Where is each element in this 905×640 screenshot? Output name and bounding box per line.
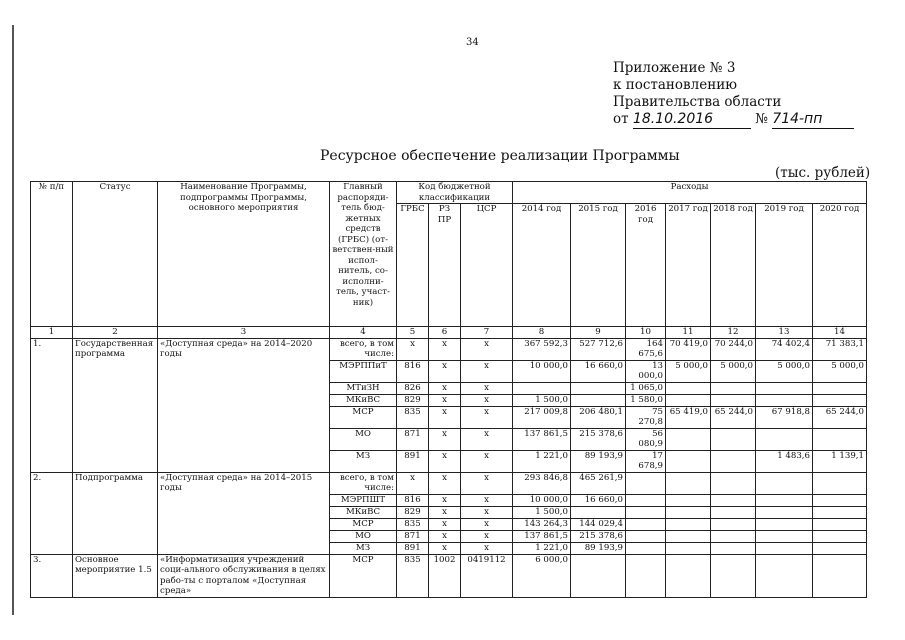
row-value	[666, 394, 711, 406]
row-csr: х	[461, 428, 513, 450]
row-value: 1 139,1	[813, 450, 867, 472]
row-manager: всего, в том числе:	[330, 472, 397, 494]
row-value	[813, 542, 867, 554]
row-value: 1 500,0	[513, 394, 571, 406]
row-value: 65 244,0	[813, 406, 867, 428]
row-value	[711, 394, 756, 406]
row-value: 1 483,6	[756, 450, 813, 472]
row-grbs: 871	[397, 428, 429, 450]
row-csr: х	[461, 472, 513, 494]
row-value	[666, 450, 711, 472]
row-manager: МЗ	[330, 542, 397, 554]
column-number: 7	[461, 327, 513, 339]
row-value	[666, 554, 711, 597]
row-status: Подпрограмма	[73, 472, 158, 554]
row-value	[666, 542, 711, 554]
row-grbs: 816	[397, 494, 429, 506]
row-rzpr: х	[429, 518, 461, 530]
row-rzpr: х	[429, 360, 461, 382]
row-rzpr: х	[429, 338, 461, 360]
row-value: 5 000,0	[813, 360, 867, 382]
appendix-resolution: к постановлению	[613, 77, 737, 93]
header-budget-code: Код бюджетной классификации	[397, 182, 513, 204]
header-year: 2014 год	[513, 204, 571, 327]
row-value: 5 000,0	[711, 360, 756, 382]
row-rzpr: х	[429, 494, 461, 506]
row-value: 527 712,6	[571, 338, 626, 360]
column-number: 5	[397, 327, 429, 339]
row-csr: х	[461, 338, 513, 360]
row-csr: х	[461, 494, 513, 506]
row-csr: 0419112	[461, 554, 513, 597]
row-value	[711, 518, 756, 530]
header-year: 2017 год	[666, 204, 711, 327]
row-csr: х	[461, 518, 513, 530]
row-value: 56 080,9	[626, 428, 666, 450]
units-label: (тыс. рублей)	[775, 165, 871, 181]
row-value	[756, 506, 813, 518]
row-rzpr: х	[429, 542, 461, 554]
row-value	[666, 494, 711, 506]
row-manager: МСР	[330, 406, 397, 428]
column-number: 6	[429, 327, 461, 339]
row-value	[756, 428, 813, 450]
row-value	[756, 554, 813, 597]
row-value	[571, 554, 626, 597]
appendix-government: Правительства области	[613, 94, 782, 110]
row-value	[711, 554, 756, 597]
row-grbs: 826	[397, 382, 429, 394]
row-number: 1.	[31, 338, 73, 472]
header-num: № п/п	[31, 182, 73, 327]
row-value	[711, 542, 756, 554]
header-status: Статус	[73, 182, 158, 327]
row-value	[756, 542, 813, 554]
row-value	[666, 506, 711, 518]
row-grbs: 871	[397, 530, 429, 542]
row-value	[626, 542, 666, 554]
column-number: 3	[158, 327, 330, 339]
number-prefix: №	[755, 111, 768, 127]
row-value	[666, 428, 711, 450]
header-year: 2016 год	[626, 204, 666, 327]
row-value: 1 221,0	[513, 450, 571, 472]
row-value: 217 009,8	[513, 406, 571, 428]
row-manager: МЗ	[330, 450, 397, 472]
row-value	[626, 506, 666, 518]
column-number: 8	[513, 327, 571, 339]
row-manager: МКиВС	[330, 506, 397, 518]
row-value: 6 000,0	[513, 554, 571, 597]
table-row	[31, 554, 867, 597]
row-rzpr: х	[429, 472, 461, 494]
row-name: «Доступная среда» на 2014–2020 годы	[158, 338, 330, 472]
row-value	[756, 494, 813, 506]
row-grbs: х	[397, 338, 429, 360]
column-number: 13	[756, 327, 813, 339]
row-value: 65 419,0	[666, 406, 711, 428]
row-value	[626, 554, 666, 597]
header-rzpr: РЗ ПР	[429, 204, 461, 327]
row-csr: х	[461, 506, 513, 518]
row-value: 89 193,9	[571, 450, 626, 472]
appendix-title: Приложение № 3	[613, 60, 736, 76]
row-value: 5 000,0	[666, 360, 711, 382]
row-manager: МКиВС	[330, 394, 397, 406]
row-value	[711, 382, 756, 394]
date-prefix: от	[613, 111, 629, 127]
row-rzpr: х	[429, 450, 461, 472]
row-value: 70 244,0	[711, 338, 756, 360]
row-value: 143 264,3	[513, 518, 571, 530]
row-grbs: 891	[397, 450, 429, 472]
row-name: «Информатизация учреждений соци-ального обслуживания в целях рабо-ты с порталом «Доступная среда»	[158, 554, 330, 597]
row-value: 5 000,0	[756, 360, 813, 382]
header-expenses: Расходы	[513, 182, 867, 204]
header-row	[31, 182, 867, 204]
column-number: 9	[571, 327, 626, 339]
row-value	[813, 506, 867, 518]
column-number-row	[31, 327, 867, 339]
row-value: 89 193,9	[571, 542, 626, 554]
row-value	[666, 382, 711, 394]
header-name: Наименование Программы, подпрограммы Программы, основного мероприятия	[158, 182, 330, 327]
row-rzpr: х	[429, 382, 461, 394]
row-rzpr: х	[429, 530, 461, 542]
row-value	[756, 518, 813, 530]
row-value: 10 000,0	[513, 360, 571, 382]
header-grbs: ГРБС	[397, 204, 429, 327]
row-value: 10 000,0	[513, 494, 571, 506]
row-value: 164 675,6	[626, 338, 666, 360]
row-name: «Доступная среда» на 2014–2015 годы	[158, 472, 330, 554]
column-number: 10	[626, 327, 666, 339]
row-value	[711, 494, 756, 506]
row-csr: х	[461, 394, 513, 406]
header-year: 2018 год	[711, 204, 756, 327]
row-value	[813, 530, 867, 542]
row-value	[626, 494, 666, 506]
row-value: 13 000,0	[626, 360, 666, 382]
resource-table	[30, 181, 867, 598]
row-value: 75 270,8	[626, 406, 666, 428]
row-manager: МО	[330, 428, 397, 450]
table-row	[31, 338, 867, 360]
row-value	[813, 394, 867, 406]
row-manager: МО	[330, 530, 397, 542]
row-csr: х	[461, 530, 513, 542]
row-grbs: 835	[397, 518, 429, 530]
row-value: 67 918,8	[756, 406, 813, 428]
row-manager: всего, в том числе:	[330, 338, 397, 360]
row-value: 1 500,0	[513, 506, 571, 518]
table-row	[31, 472, 867, 494]
row-value: 144 029,4	[571, 518, 626, 530]
row-value: 137 861,5	[513, 428, 571, 450]
row-value	[813, 554, 867, 597]
row-value	[571, 382, 626, 394]
column-number: 4	[330, 327, 397, 339]
table-body	[31, 182, 867, 598]
row-value: 65 244,0	[711, 406, 756, 428]
row-value	[756, 530, 813, 542]
row-value: 137 861,5	[513, 530, 571, 542]
row-value: 215 378,6	[571, 530, 626, 542]
appendix-date-line	[613, 111, 854, 129]
header-year: 2020 год	[813, 204, 867, 327]
row-grbs: 835	[397, 554, 429, 597]
row-value	[711, 450, 756, 472]
handwritten-number: 714-пп	[772, 111, 854, 129]
row-csr: х	[461, 406, 513, 428]
row-grbs: 891	[397, 542, 429, 554]
row-value	[711, 506, 756, 518]
row-status: Основное мероприятие 1.5	[73, 554, 158, 597]
row-value	[571, 506, 626, 518]
row-status: Государственная программа	[73, 338, 158, 472]
row-value	[626, 472, 666, 494]
row-value	[571, 394, 626, 406]
row-value: 206 480,1	[571, 406, 626, 428]
row-value	[626, 530, 666, 542]
page-number: 34	[466, 37, 479, 48]
row-value: 293 846,8	[513, 472, 571, 494]
column-number: 12	[711, 327, 756, 339]
column-number: 2	[73, 327, 158, 339]
row-value: 1 580,0	[626, 394, 666, 406]
row-number: 2.	[31, 472, 73, 554]
row-value: 17 678,9	[626, 450, 666, 472]
row-grbs: 829	[397, 394, 429, 406]
row-value	[813, 382, 867, 394]
row-rzpr: х	[429, 506, 461, 518]
row-manager: МТиЗН	[330, 382, 397, 394]
row-value: 1 065,0	[626, 382, 666, 394]
appendix-block	[613, 60, 854, 129]
row-value: 367 592,3	[513, 338, 571, 360]
row-value: 215 378,6	[571, 428, 626, 450]
row-value	[813, 428, 867, 450]
row-manager: МЭРППиТ	[330, 360, 397, 382]
row-value	[711, 530, 756, 542]
row-number: 3.	[31, 554, 73, 597]
header-csr: ЦСР	[461, 204, 513, 327]
row-grbs: 835	[397, 406, 429, 428]
column-number: 11	[666, 327, 711, 339]
row-value	[711, 472, 756, 494]
row-grbs: 829	[397, 506, 429, 518]
row-manager: МЭРПШТ	[330, 494, 397, 506]
row-value	[626, 518, 666, 530]
column-number: 1	[31, 327, 73, 339]
row-value: 74 402,4	[756, 338, 813, 360]
handwritten-date: 18.10.2016	[633, 111, 751, 129]
row-csr: х	[461, 542, 513, 554]
row-csr: х	[461, 360, 513, 382]
header-year: 2019 год	[756, 204, 813, 327]
row-value: 16 660,0	[571, 494, 626, 506]
row-rzpr: х	[429, 406, 461, 428]
row-value: 16 660,0	[571, 360, 626, 382]
row-rzpr: х	[429, 394, 461, 406]
row-value	[666, 518, 711, 530]
row-manager: МСР	[330, 518, 397, 530]
row-rzpr: х	[429, 428, 461, 450]
row-csr: х	[461, 450, 513, 472]
row-value	[813, 472, 867, 494]
row-value	[813, 518, 867, 530]
header-year: 2015 год	[571, 204, 626, 327]
row-rzpr: 1002	[429, 554, 461, 597]
row-value	[813, 494, 867, 506]
row-value	[756, 472, 813, 494]
row-value: 71 383,1	[813, 338, 867, 360]
row-value	[711, 428, 756, 450]
row-value: 70 419,0	[666, 338, 711, 360]
column-number: 14	[813, 327, 867, 339]
row-value	[513, 382, 571, 394]
page-edge-line	[12, 25, 14, 615]
document-title: Ресурсное обеспечение реализации Программы	[320, 148, 680, 164]
row-manager: МСР	[330, 554, 397, 597]
row-grbs: 816	[397, 360, 429, 382]
row-value: 1 221,0	[513, 542, 571, 554]
header-main-manager: Главный распоряди-тель бюд-жетных средств (ГРБС) (от-ветствен-ный испол-нитель, со-исполни-тель, участ-ник)	[330, 182, 397, 327]
row-value	[756, 382, 813, 394]
row-value	[666, 472, 711, 494]
row-csr: х	[461, 382, 513, 394]
row-value: 465 261,9	[571, 472, 626, 494]
row-value	[756, 394, 813, 406]
row-value	[666, 530, 711, 542]
row-grbs: х	[397, 472, 429, 494]
